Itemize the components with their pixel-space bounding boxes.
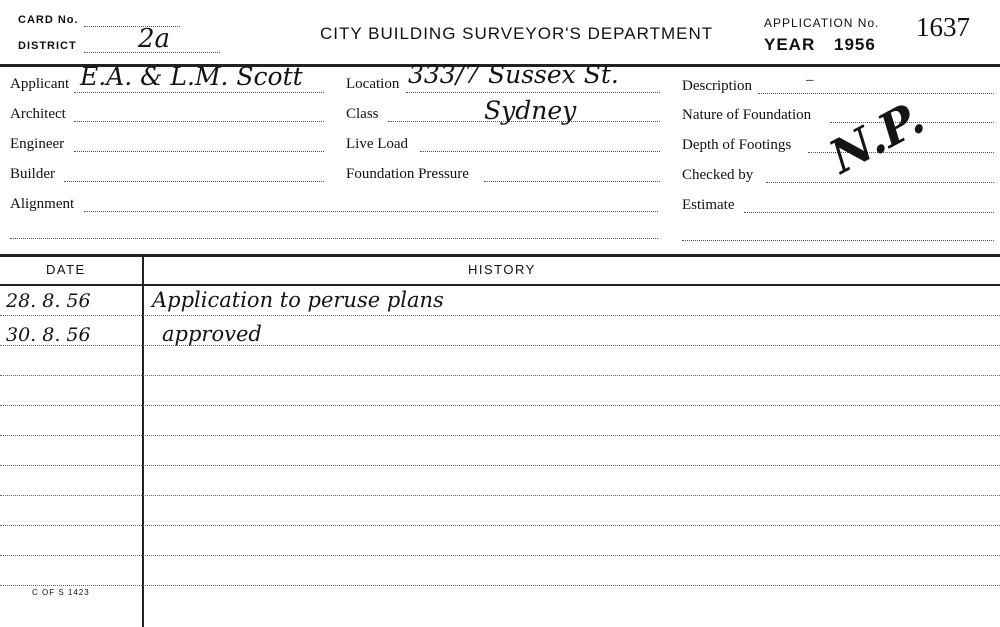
history-row-line <box>0 465 1000 466</box>
history-date: 28. 8. 56 <box>6 290 91 312</box>
extra-line-right <box>682 240 994 241</box>
extra-line-left <box>10 238 658 239</box>
form-code: C OF S 1423 <box>32 588 90 597</box>
estimate-line <box>744 212 994 213</box>
location-value: 333/7 Sussex St. <box>408 60 619 89</box>
checked-by-line <box>766 182 994 183</box>
district-value: 2a <box>138 24 171 54</box>
history-entry: approved <box>162 322 262 346</box>
department-title: CITY BUILDING SURVEYOR'S DEPARTMENT <box>320 24 714 43</box>
builder-label: Builder <box>10 166 55 182</box>
builder-line <box>64 181 324 182</box>
foundation-pressure-line <box>484 181 660 182</box>
history-row-line <box>0 405 1000 406</box>
application-no-label: APPLICATION No. <box>764 16 880 30</box>
district-label: DISTRICT <box>18 40 77 52</box>
architect-line <box>74 121 324 122</box>
history-row-line <box>0 585 1000 586</box>
description-line <box>758 93 994 94</box>
history-row-line <box>0 315 1000 316</box>
history-date: 30. 8. 56 <box>6 324 91 346</box>
history-row-line <box>0 555 1000 556</box>
history-column-header: HISTORY <box>468 262 536 277</box>
description-label: Description <box>682 78 752 94</box>
history-row-line <box>0 375 1000 376</box>
engineer-line <box>74 151 324 152</box>
class-label: Class <box>346 106 379 122</box>
application-number: 1637 <box>916 12 970 42</box>
nature-of-foundation-label: Nature of Foundation <box>682 107 812 123</box>
applicant-line <box>74 92 324 93</box>
date-column-divider <box>142 256 144 627</box>
history-top-rule <box>0 254 1000 257</box>
estimate-label: Estimate <box>682 197 735 213</box>
year-label: YEAR <box>764 35 816 54</box>
applicant-label: Applicant <box>10 76 70 92</box>
history-row-line <box>0 435 1000 436</box>
np-stamp: N.P. <box>820 90 933 184</box>
depth-of-footings-label: Depth of Footings <box>682 137 792 153</box>
live-load-line <box>420 151 660 152</box>
history-row-line <box>0 345 1000 346</box>
live-load-label: Live Load <box>346 136 409 152</box>
date-column-header: DATE <box>46 262 86 277</box>
history-entry: Application to peruse plans <box>152 288 444 312</box>
applicant-value: E.A. & L.M. Scott <box>80 62 303 91</box>
history-row-line <box>0 525 1000 526</box>
card-no-label: CARD No. <box>18 14 79 26</box>
alignment-label: Alignment <box>10 196 75 212</box>
checked-by-label: Checked by <box>682 167 754 183</box>
description-value: – <box>806 72 814 88</box>
year-value: 1956 <box>834 35 876 54</box>
architect-label: Architect <box>10 106 66 122</box>
foundation-pressure-label: Foundation Pressure <box>346 166 469 182</box>
class-value: Sydney <box>484 96 577 125</box>
location-label: Location <box>346 76 400 92</box>
alignment-line <box>84 211 658 212</box>
history-header-rule <box>0 284 1000 286</box>
engineer-label: Engineer <box>10 136 65 152</box>
history-row-line <box>0 495 1000 496</box>
location-line <box>406 92 660 93</box>
